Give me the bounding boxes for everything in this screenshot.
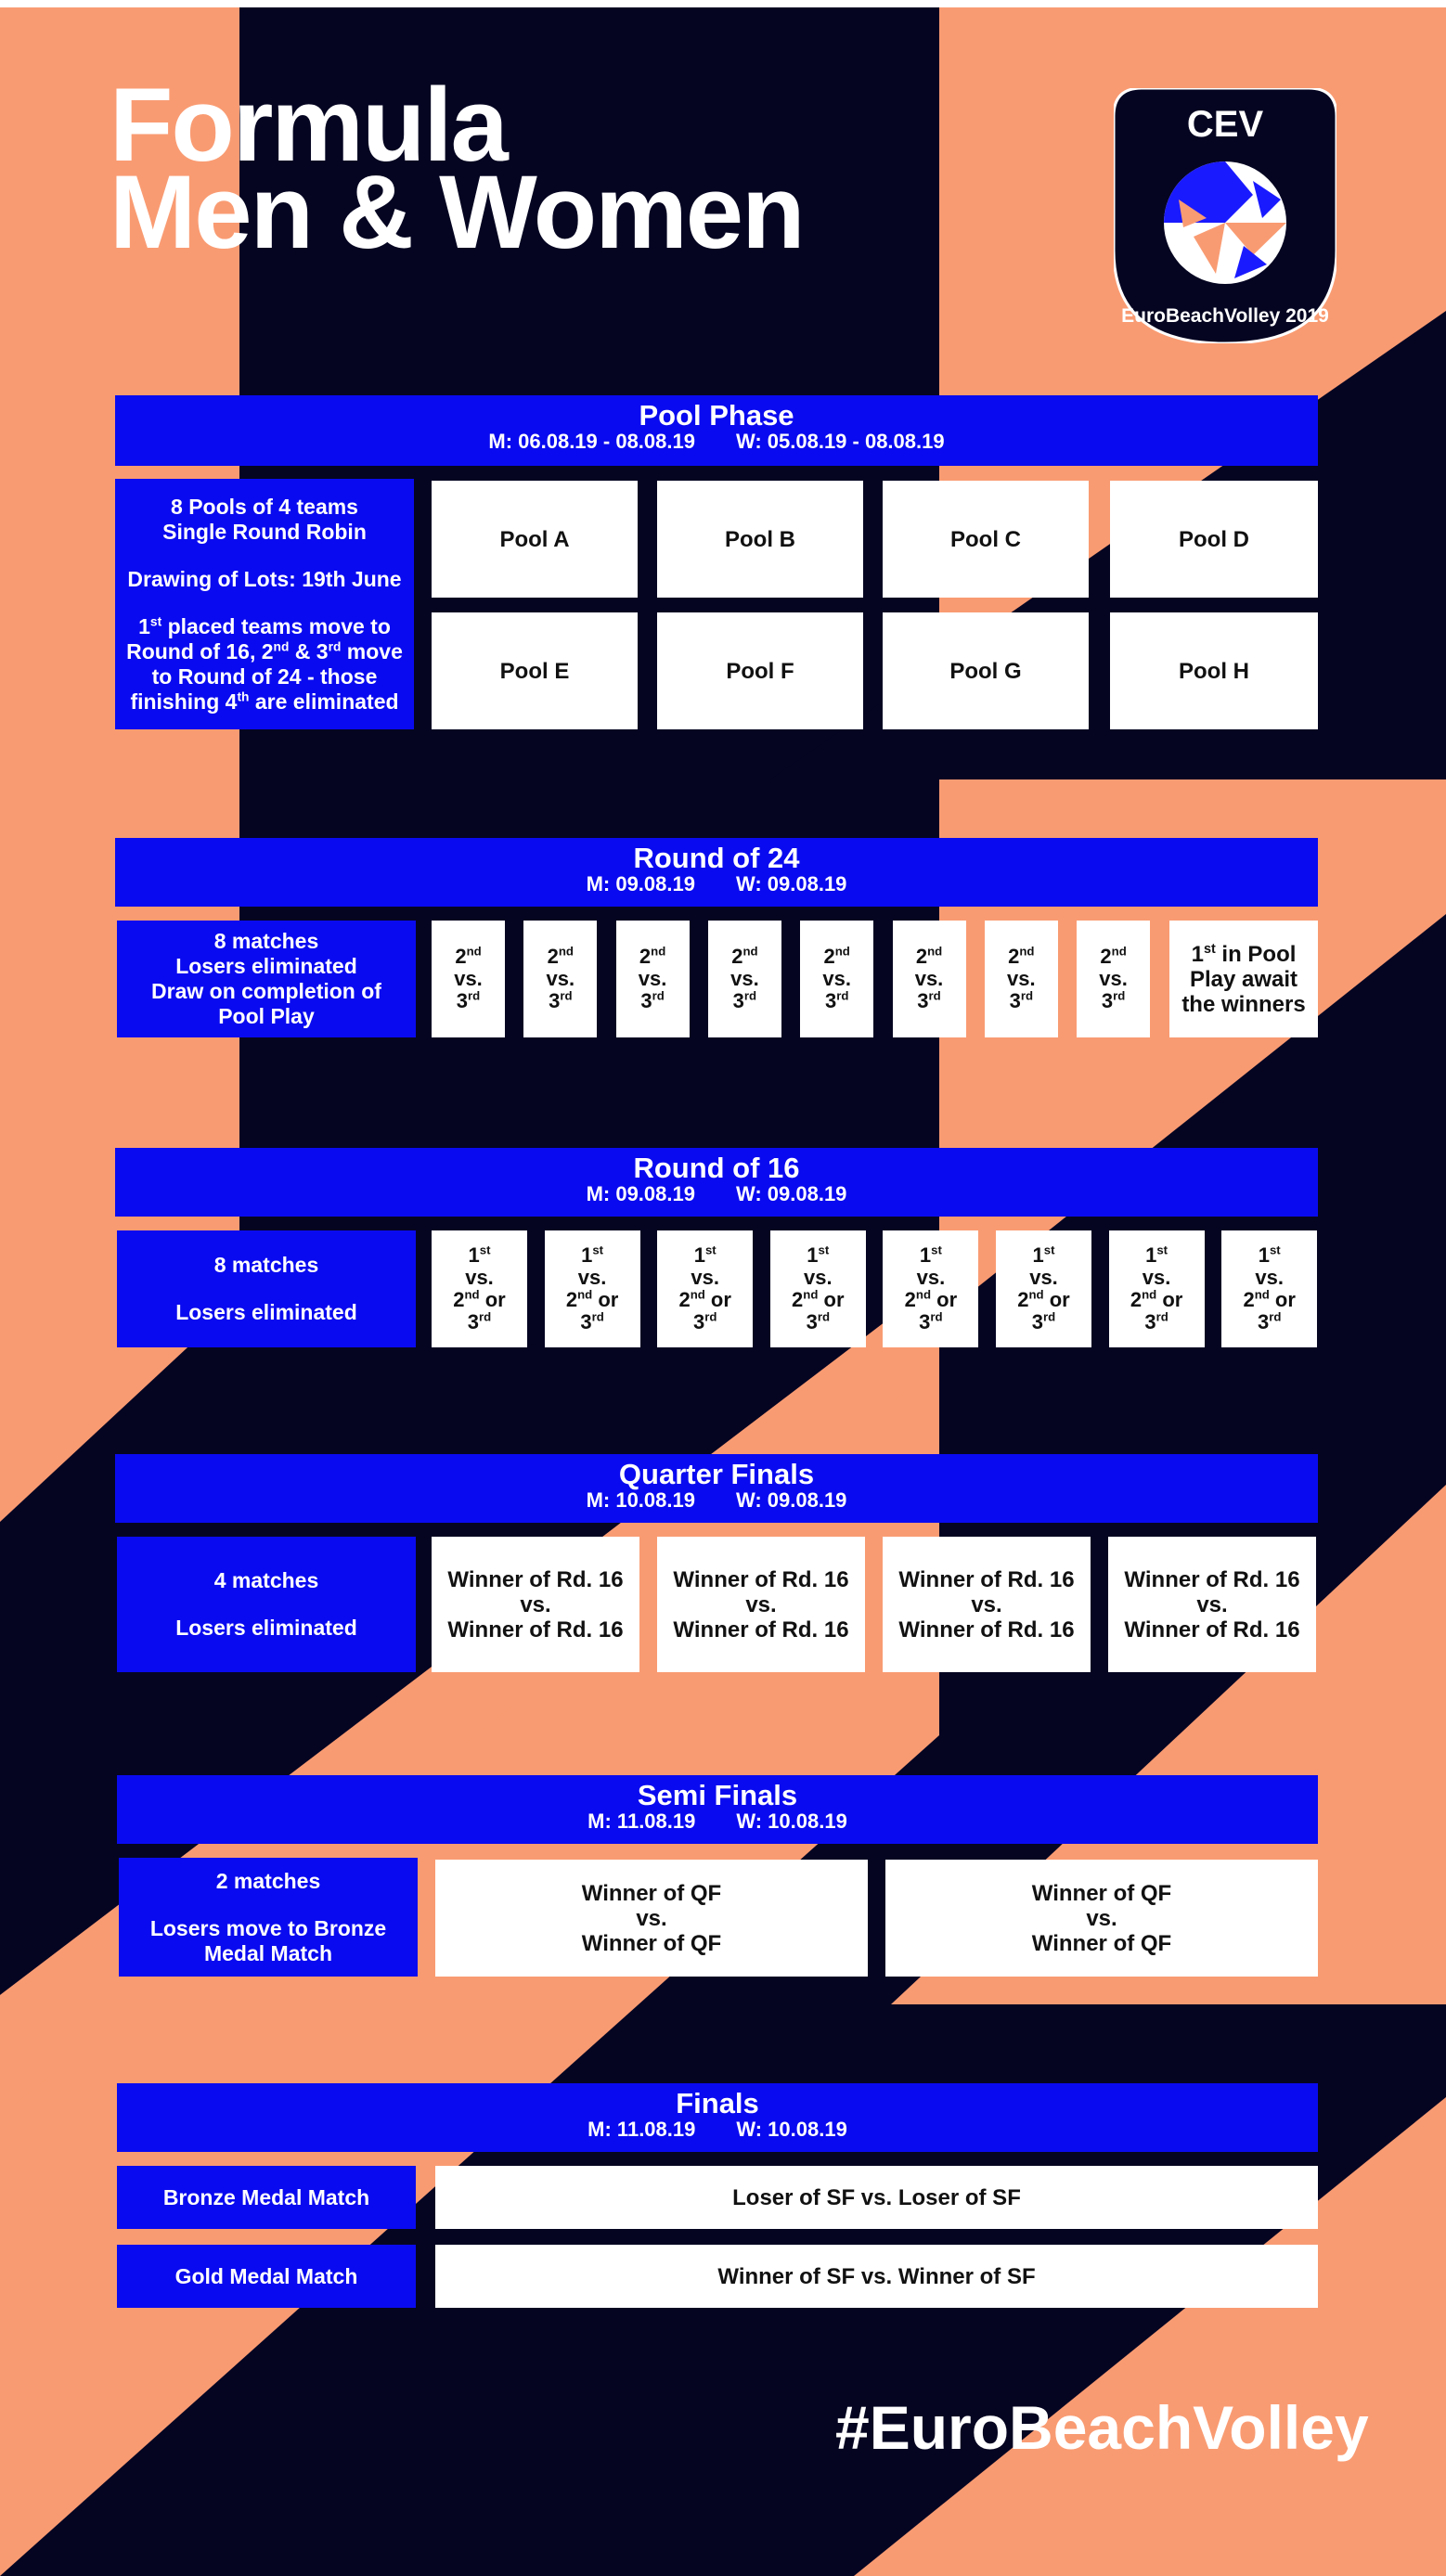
pool-desc-7: finishing 4th are eliminated bbox=[130, 689, 399, 714]
pool-cell: Pool F bbox=[657, 612, 863, 729]
pool-phase-header bbox=[115, 395, 1318, 466]
title-line-2: Men & Women bbox=[110, 154, 804, 270]
logo-org-text: CEV bbox=[1186, 104, 1264, 145]
round24-desc-1: 8 matches bbox=[213, 929, 319, 953]
round16-men-dates: M: 09.08.19 bbox=[586, 1182, 695, 1205]
finals-header bbox=[117, 2083, 1318, 2152]
finals-women-dates: W: 10.08.19 bbox=[736, 2118, 847, 2141]
pool-phase-description bbox=[115, 479, 414, 729]
pool-cell: Pool H bbox=[1110, 612, 1318, 729]
round24-header bbox=[115, 838, 1318, 907]
quarter-men-dates: M: 10.08.19 bbox=[586, 1488, 695, 1512]
semi-men-dates: M: 11.08.19 bbox=[587, 1810, 696, 1833]
quarter-desc-1: 4 matches bbox=[213, 1568, 319, 1592]
title-line-1: Formula bbox=[110, 67, 507, 183]
round24-await-cell: 1st in Pool Play await the winners bbox=[1169, 921, 1318, 1037]
logo-event-text: EuroBeachVolley 2019 bbox=[1121, 305, 1329, 327]
pool-phase-women-dates: W: 05.08.19 - 08.08.19 bbox=[735, 430, 945, 453]
semi-title: Semi Finals bbox=[637, 1779, 798, 1811]
round24-match-cell: 2nd vs. 3rd bbox=[523, 921, 597, 1037]
gold-medal-label: Gold Medal Match bbox=[117, 2245, 416, 2308]
finals-title: Finals bbox=[676, 2087, 759, 2119]
quarter-match-cell: Winner of Rd. 16 vs. Winner of Rd. 16 bbox=[1108, 1537, 1316, 1672]
semi-desc-3: Medal Match bbox=[203, 1940, 333, 1965]
round24-match-cell: 2nd vs. 3rd bbox=[985, 921, 1058, 1037]
quarter-title: Quarter Finals bbox=[618, 1458, 815, 1490]
quarter-description bbox=[117, 1537, 416, 1672]
pool-desc-6: to Round of 24 - those bbox=[151, 663, 378, 689]
semi-women-dates: W: 10.08.19 bbox=[736, 1810, 847, 1833]
semi-match-cell: Winner of QF vs. Winner of QF bbox=[885, 1860, 1318, 1977]
round24-match-cell: 2nd vs. 3rd bbox=[708, 921, 781, 1037]
round24-desc-2: Losers eliminated bbox=[175, 954, 357, 978]
round16-title: Round of 16 bbox=[633, 1152, 800, 1184]
round24-description bbox=[117, 921, 416, 1037]
bronze-medal-label: Bronze Medal Match bbox=[117, 2166, 416, 2229]
round16-match-cell: 1st vs. 2nd or 3rd bbox=[1221, 1230, 1317, 1347]
quarter-header bbox=[115, 1454, 1318, 1523]
pool-cell: Pool A bbox=[432, 481, 638, 598]
round24-match-cell: 2nd vs. 3rd bbox=[616, 921, 690, 1037]
round16-desc-1: 8 matches bbox=[213, 1253, 319, 1277]
round16-women-dates: W: 09.08.19 bbox=[735, 1182, 847, 1205]
semi-desc-1: 2 matches bbox=[215, 1868, 321, 1893]
finals-men-dates: M: 11.08.19 bbox=[587, 2118, 696, 2141]
round16-match-cell: 1st vs. 2nd or 3rd bbox=[545, 1230, 640, 1347]
semi-description bbox=[119, 1858, 418, 1977]
pool-desc-2: Single Round Robin bbox=[162, 519, 367, 544]
round16-match-cell: 1st vs. 2nd or 3rd bbox=[770, 1230, 866, 1347]
pool-desc-3: Drawing of Lots: 19th June bbox=[127, 566, 402, 591]
semi-match-cell: Winner of QF vs. Winner of QF bbox=[435, 1860, 868, 1977]
cev-logo bbox=[1114, 88, 1336, 343]
round16-match-cell: 1st vs. 2nd or 3rd bbox=[996, 1230, 1091, 1347]
round24-match-cell: 2nd vs. 3rd bbox=[800, 921, 873, 1037]
quarter-desc-2: Losers eliminated bbox=[175, 1616, 357, 1640]
quarter-match-cell: Winner of Rd. 16 vs. Winner of Rd. 16 bbox=[432, 1537, 639, 1672]
semi-desc-2: Losers move to Bronze bbox=[149, 1915, 387, 1940]
pool-phase-men-dates: M: 06.08.19 - 08.08.19 bbox=[488, 430, 695, 453]
pool-cell: Pool C bbox=[883, 481, 1089, 598]
hashtag: #EuroBeachVolley bbox=[835, 2393, 1369, 2462]
round24-title: Round of 24 bbox=[633, 842, 800, 874]
bronze-medal-match: Loser of SF vs. Loser of SF bbox=[435, 2166, 1318, 2229]
round24-women-dates: W: 09.08.19 bbox=[735, 872, 847, 895]
round24-desc-3: Draw on completion of bbox=[151, 979, 381, 1003]
quarter-women-dates: W: 09.08.19 bbox=[735, 1488, 847, 1512]
round16-match-cell: 1st vs. 2nd or 3rd bbox=[657, 1230, 753, 1347]
pool-desc-5: Round of 16, 2nd & 3rd move bbox=[126, 638, 403, 663]
pool-desc-1: 8 Pools of 4 teams bbox=[171, 494, 358, 519]
round24-match-cell: 2nd vs. 3rd bbox=[1077, 921, 1150, 1037]
pool-cell: Pool E bbox=[432, 612, 638, 729]
pool-desc-4: 1st placed teams move to bbox=[138, 613, 391, 638]
round16-match-cell: 1st vs. 2nd or 3rd bbox=[883, 1230, 978, 1347]
quarter-match-cell: Winner of Rd. 16 vs. Winner of Rd. 16 bbox=[657, 1537, 865, 1672]
pool-phase-title: Pool Phase bbox=[639, 399, 794, 431]
gold-medal-match: Winner of SF vs. Winner of SF bbox=[435, 2245, 1318, 2308]
round16-match-cell: 1st vs. 2nd or 3rd bbox=[432, 1230, 527, 1347]
pool-cell: Pool G bbox=[883, 612, 1089, 729]
round16-header bbox=[115, 1148, 1318, 1217]
round24-match-cell: 2nd vs. 3rd bbox=[432, 921, 505, 1037]
round24-match-cell: 2nd vs. 3rd bbox=[893, 921, 966, 1037]
round16-desc-2: Losers eliminated bbox=[175, 1300, 357, 1324]
pool-cell: Pool D bbox=[1110, 481, 1318, 598]
quarter-match-cell: Winner of Rd. 16 vs. Winner of Rd. 16 bbox=[883, 1537, 1091, 1672]
round24-desc-4: Pool Play bbox=[218, 1004, 315, 1028]
semi-header bbox=[117, 1775, 1318, 1844]
round16-match-cell: 1st vs. 2nd or 3rd bbox=[1109, 1230, 1205, 1347]
round24-men-dates: M: 09.08.19 bbox=[586, 872, 695, 895]
page-title bbox=[110, 67, 804, 270]
round16-description bbox=[117, 1230, 416, 1347]
pool-cell: Pool B bbox=[657, 481, 863, 598]
